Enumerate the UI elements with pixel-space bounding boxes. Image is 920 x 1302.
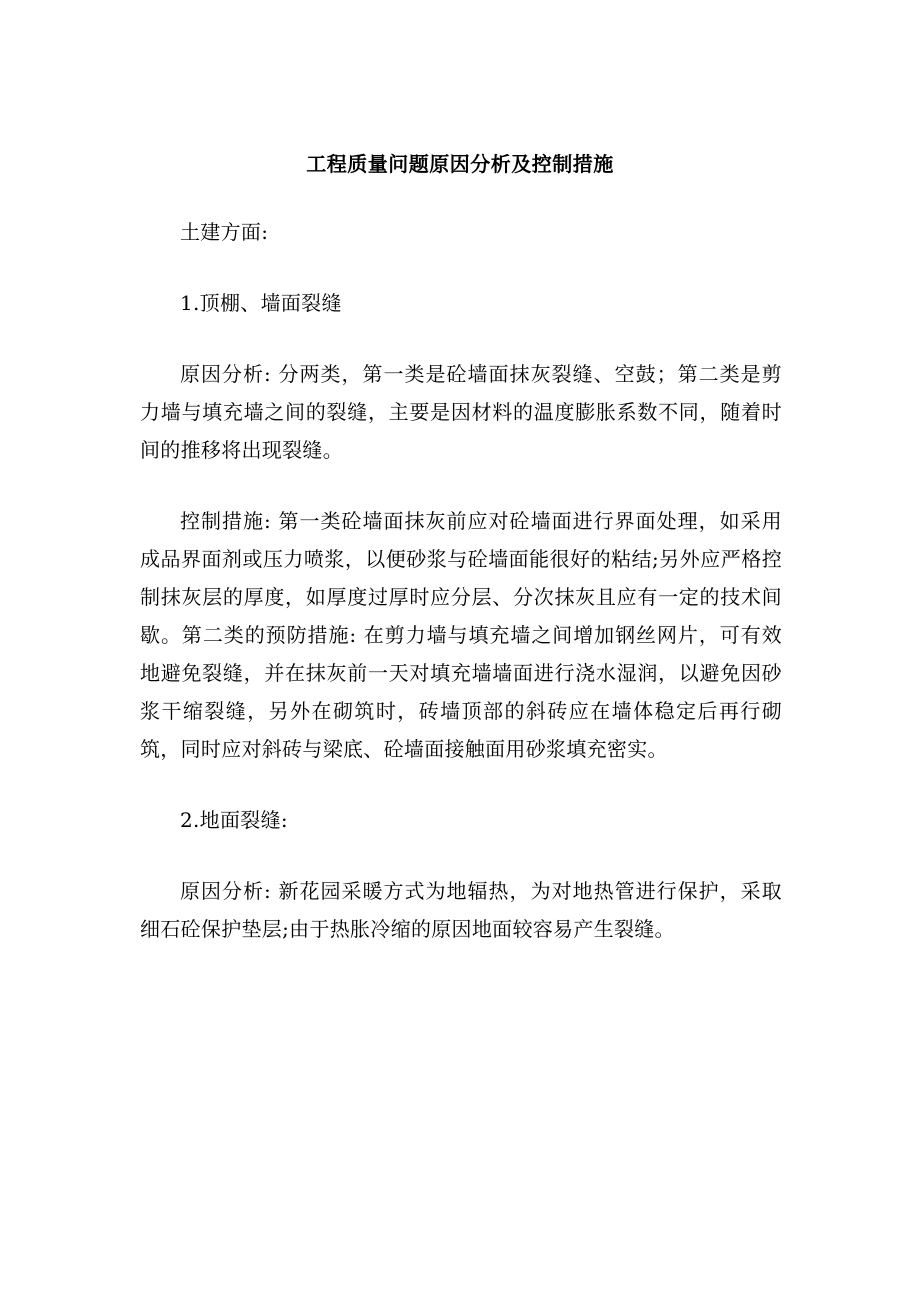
section-heading-civil: 土建方面: — [180, 220, 269, 244]
paragraph-control-measures-1: 控制措施: 第一类砼墙面抹灰前应对砼墙面进行界面处理，如采用成品界面剂或压力喷浆，以便砂浆与砼墙面能很好的粘结;另外应严格控制抹灰层的厚度，如厚度过厚时应分层、分次抹灰且应有一定的技术间歇。第二类的预防措施: 在剪力墙与填充墙之间增加钢丝网片，可有效地避免裂缝，并在抹灰前一天对填充墙墙面进行浇水湿润，以避免因砂浆干缩裂缝，另外在砌筑时，砖墙顶部的斜砖应在墙体稳定后再行砌筑，同时应对斜砖与梁底、砼墙面接触面用砂浆填充密实。 — [140, 509, 782, 761]
paragraph-cause-analysis-2: 原因分析: 新花园采暖方式为地辐热，为对地热管进行保护，采取细石砼保护垫层;由于热胀冷缩的原因地面较容易产生裂缝。 — [140, 879, 782, 941]
paragraph-cause-analysis-1: 原因分析: 分两类，第一类是砼墙面抹灰裂缝、空鼓；第二类是剪力墙与填充墙之间的裂缝，主要是因材料的温度膨胀系数不同，随着时间的推移将出现裂缝。 — [140, 362, 782, 462]
subsection-heading-floor-cracks: 2.地面裂缝: — [180, 808, 288, 832]
subsection-heading-ceiling-wall-cracks: 1.顶棚、墙面裂缝 — [180, 291, 342, 315]
document-title: 工程质量问题原因分析及控制措施 — [306, 152, 614, 176]
document-body — [140, 213, 782, 981]
